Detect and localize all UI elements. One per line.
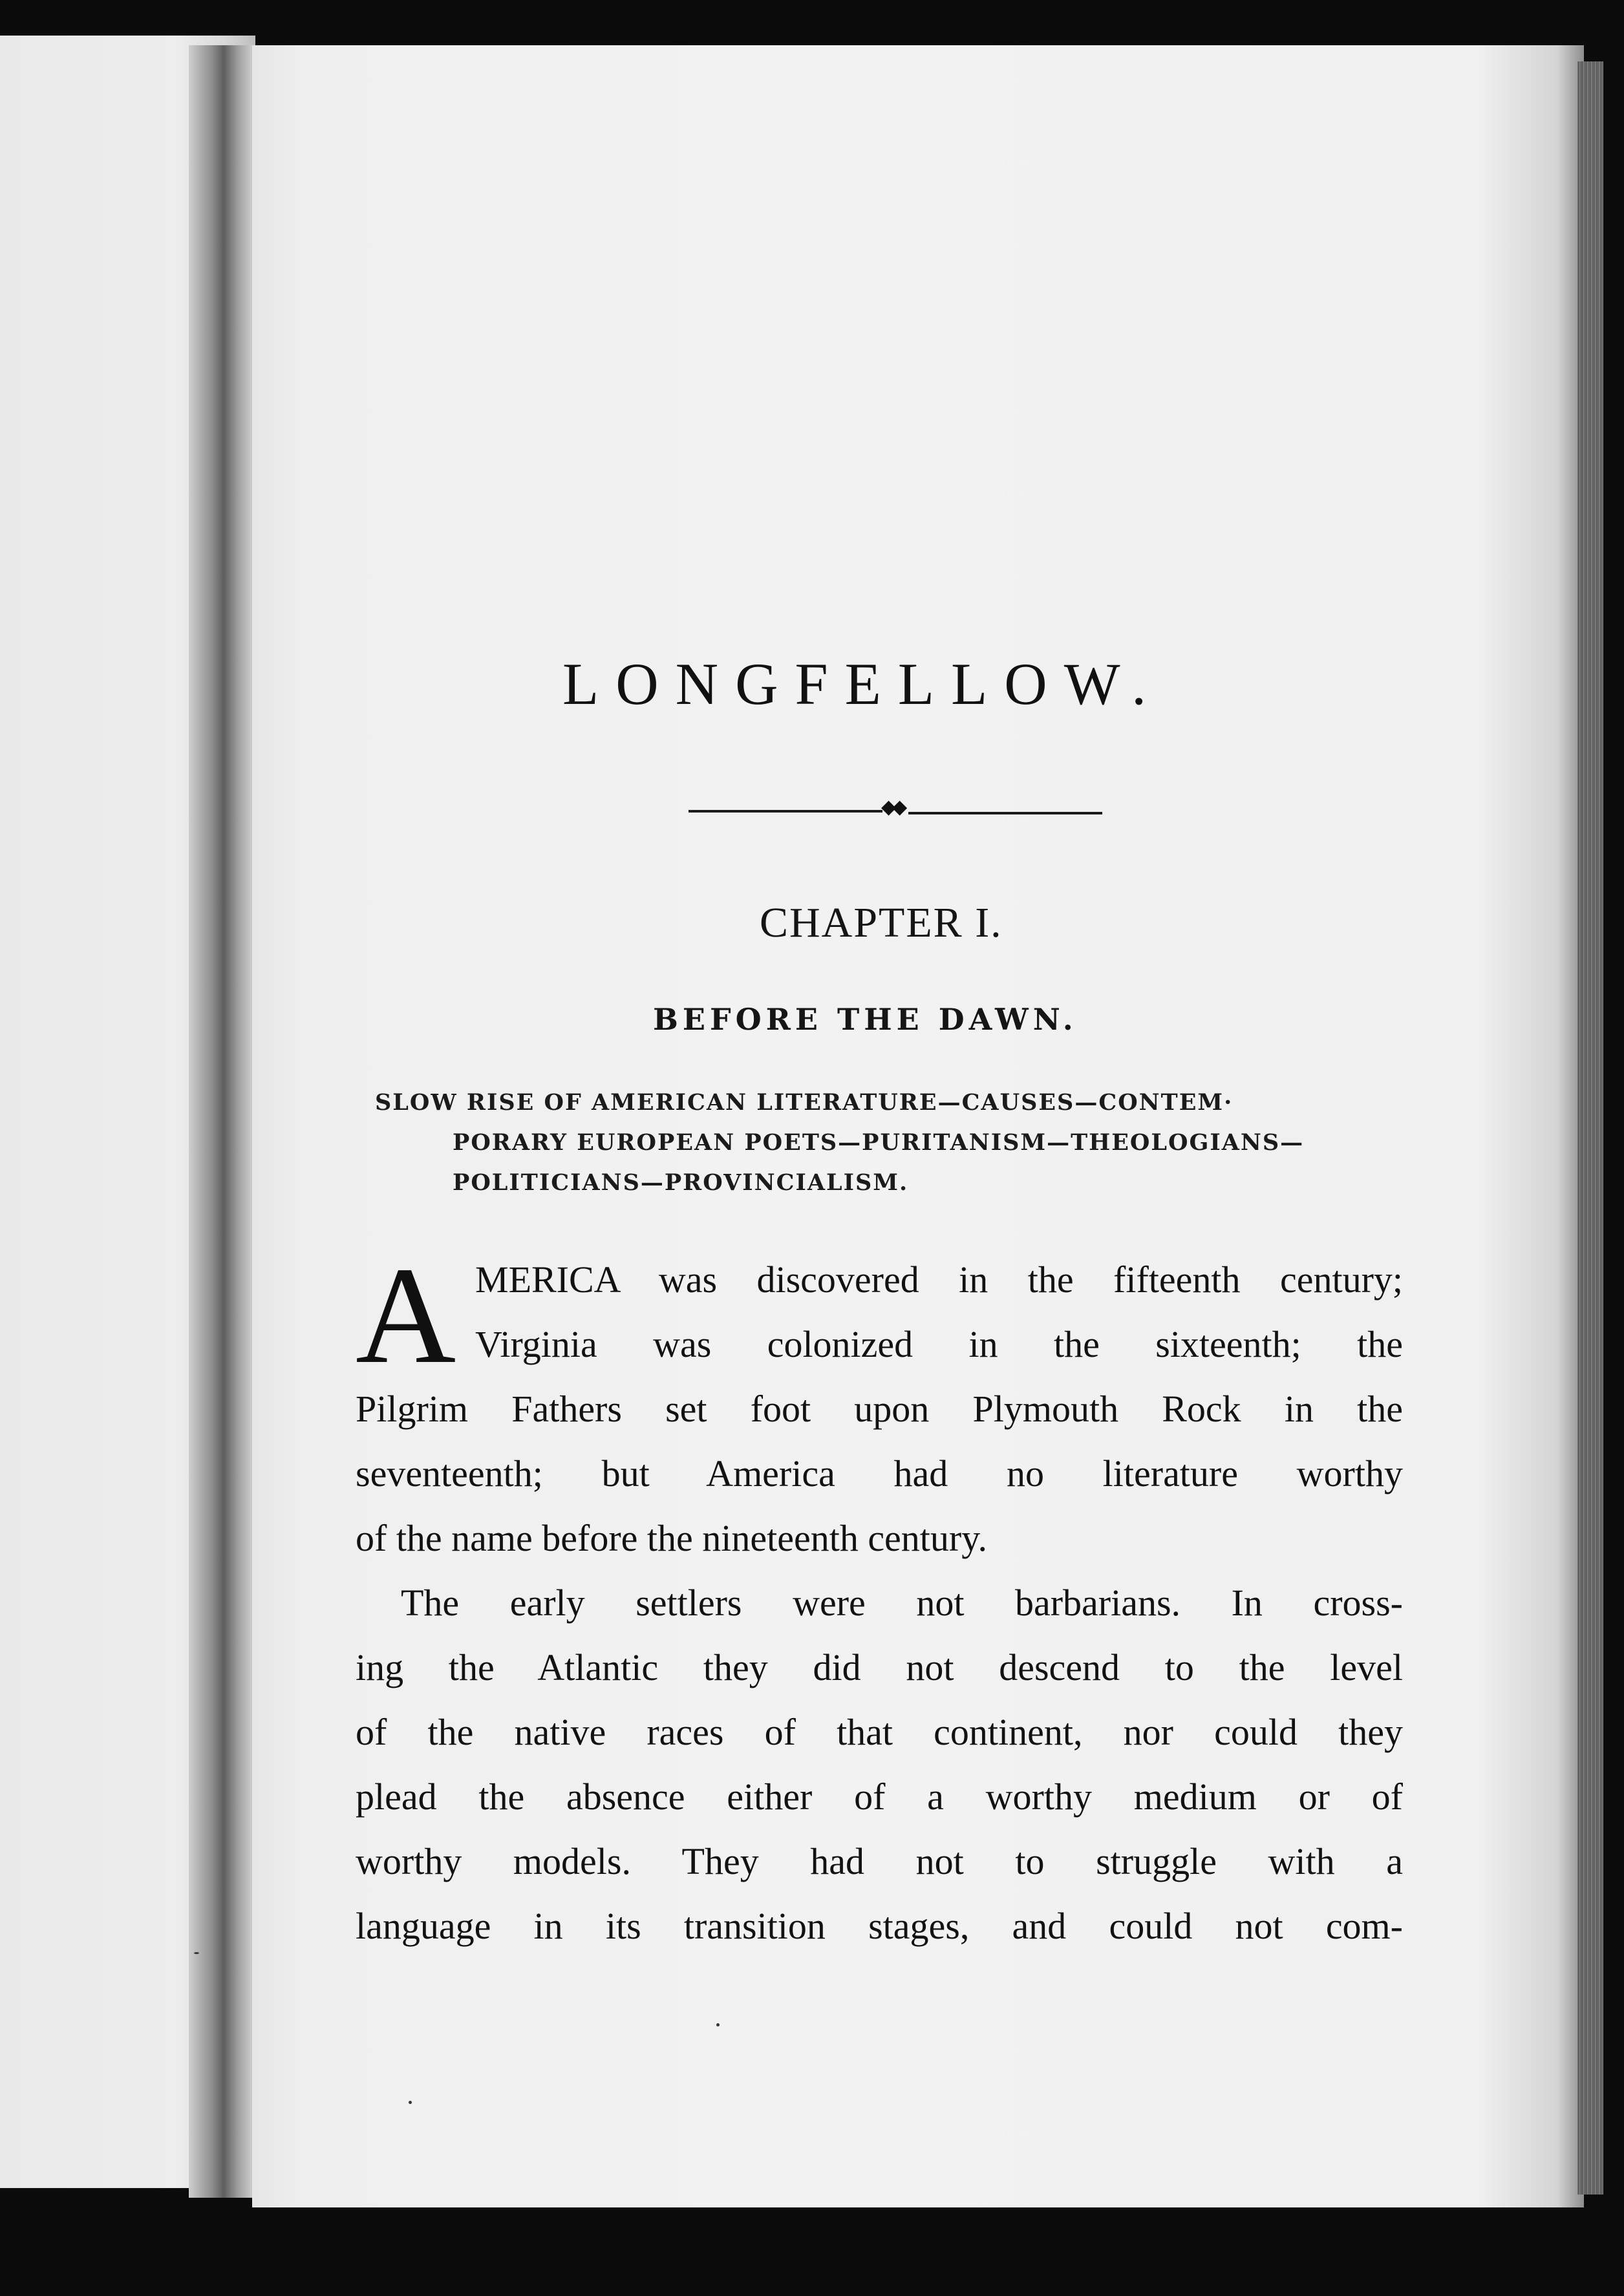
drop-cap: A <box>356 1238 456 1392</box>
running-title: LONGFELLOW. <box>562 651 1164 717</box>
chapter-title: BEFORE THE DAWN. <box>653 1002 1078 1037</box>
paragraph-line: worthy models. They had not to struggle with a <box>356 1840 1403 1882</box>
diamond-ornament-icon: ◆◆ <box>881 796 904 818</box>
paper-speck <box>194 1952 199 1954</box>
ornament-rule-right <box>908 812 1102 814</box>
summary-line: PORARY EUROPEAN POETS—PURITANISM—THEOLOGIANS— <box>453 1129 1305 1156</box>
paper-speck <box>409 2101 412 2104</box>
ornament-rule-left <box>689 810 882 813</box>
paragraph-line: Pilgrim Fathers set foot upon Plymouth Rock in the <box>356 1388 1403 1430</box>
paragraph-line: The early settlers were not barbarians. In cross- <box>401 1582 1403 1624</box>
paper-speck <box>716 2023 720 2026</box>
paragraph-line: of the native races of that continent, nor could they <box>356 1711 1403 1753</box>
paragraph-line: plead the absence either of a worthy medium or of <box>356 1776 1403 1818</box>
body-text <box>356 1238 1403 1959</box>
paragraph-line: seventeenth; but America had no literature worthy <box>356 1452 1403 1494</box>
ornamental-rule <box>689 796 1102 820</box>
paragraph-line: Virginia was colonized in the sixteenth; the <box>475 1323 1403 1365</box>
page-edges <box>1577 61 1603 2195</box>
paragraph-line: of the name before the nineteenth century. <box>356 1517 987 1559</box>
paragraph-line: language in its transition stages, and could not com- <box>356 1905 1403 1947</box>
paragraph-line: ing the Atlantic they did not descend to the level <box>356 1646 1403 1688</box>
chapter-summary <box>375 1083 1422 1203</box>
summary-line: SLOW RISE OF AMERICAN LITERATURE—CAUSES—CONTEM· <box>375 1089 1234 1116</box>
summary-line: POLITICIANS—PROVINCIALISM. <box>453 1169 909 1196</box>
chapter-heading: CHAPTER I. <box>760 899 1003 946</box>
paragraph-line: MERICA was discovered in the fifteenth century; <box>475 1259 1403 1301</box>
